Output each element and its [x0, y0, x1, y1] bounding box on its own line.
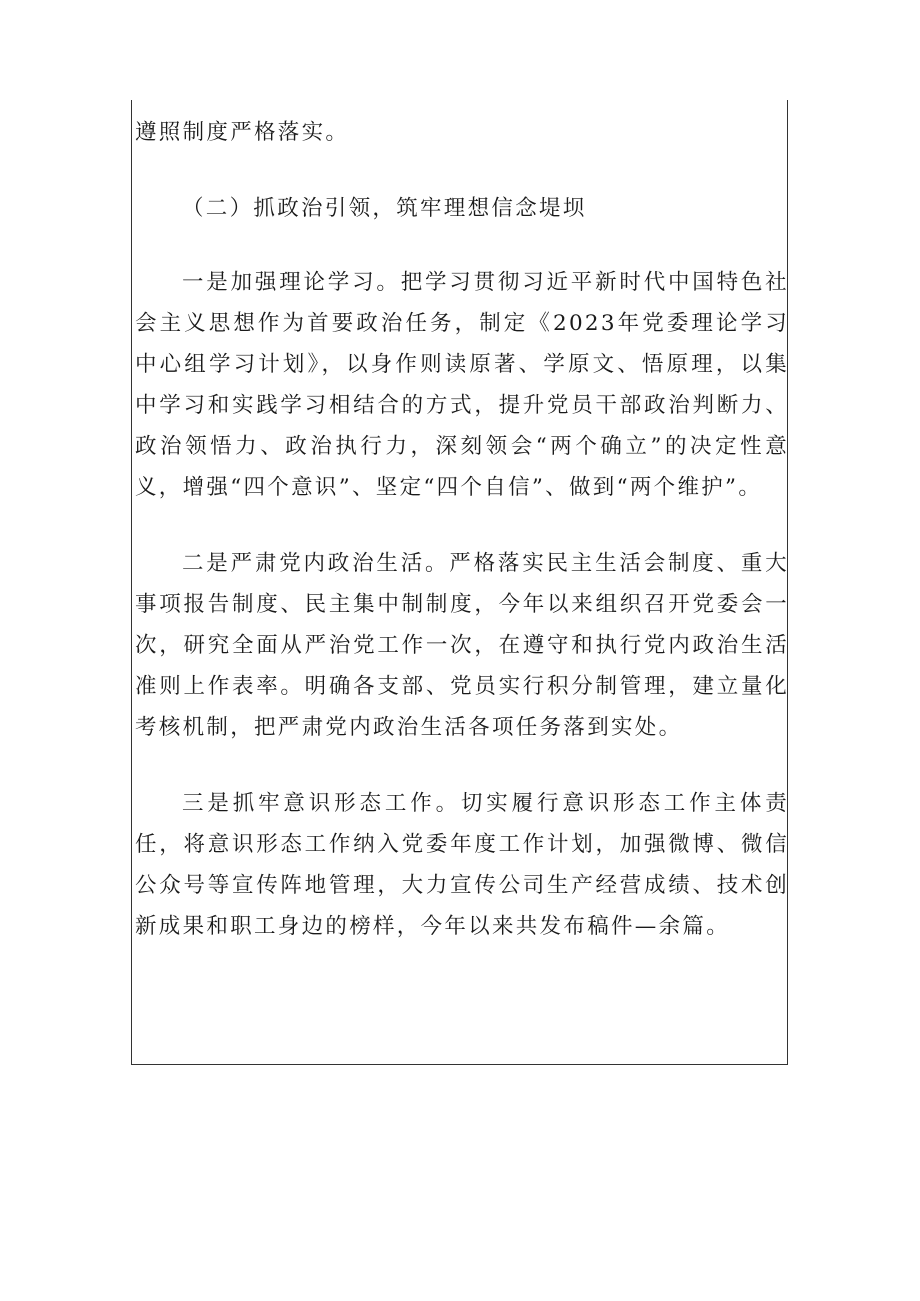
paragraph-theory-study: 一是加强理论学习。把学习贯彻习近平新时代中国特色社会主义思想作为首要政治任务，制定《2023年党委理论学习中心组学习计划》，以身作则读原著、学原文、悟原理，以集中学习和实践学习相结合的方式，提升党员干部政治判断力、政治领悟力、政治执行力，深刻领会“两个确立”的决定性意义，增强“四个意识”、坚定“四个自信”、做到“两个维护”。 — [135, 270, 789, 500]
section-heading: （二）抓政治引领，筑牢理想信念堤坝 — [182, 196, 587, 221]
paragraph-political-life: 二是严肃党内政治生活。严格落实民主生活会制度、重大事项报告制度、民主集中制制度，今年以来组织召开党委会一次，研究全面从严治党工作一次，在遵守和执行党内政治生活准则上作表率。明确各支部、党员实行积分制管理，建立量化考核机制，把严肃党内政治生活各项任务落到实处。 — [135, 551, 789, 740]
document-body — [135, 112, 789, 947]
paragraph-ideology-work: 三是抓牢意识形态工作。切实履行意识形态工作主体责任，将意识形态工作纳入党委年度工作计划，加强微博、微信公众号等宣传阵地管理，大力宣传公司生产经营成绩、技术创新成果和职工身边的榜样，今年以来共发布稿件—余篇。 — [135, 791, 789, 939]
carryover-text: 遵照制度严格落实。 — [135, 120, 350, 145]
